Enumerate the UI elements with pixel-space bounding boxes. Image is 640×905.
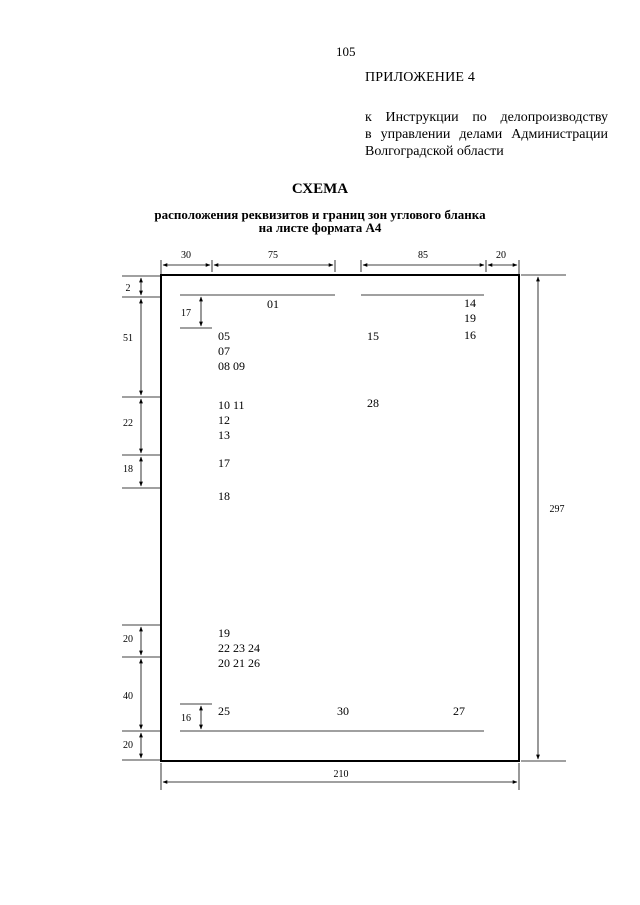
requisite-22-23-24: 22 23 24: [218, 641, 260, 655]
requisite-30: 30: [337, 704, 349, 718]
dim-left-22: 22: [123, 418, 133, 429]
requisite-27: 27: [453, 704, 465, 718]
dim-top-85: 85: [418, 250, 428, 261]
appendix-title: ПРИЛОЖЕНИЕ 4: [365, 70, 476, 85]
requisite-05: 05: [218, 329, 230, 343]
requisite-19-top: 19: [464, 311, 476, 325]
requisite-12: 12: [218, 413, 230, 427]
scheme-subtitle-2: на листе формата А4: [258, 220, 382, 235]
dim-inner-16: 16: [181, 713, 191, 724]
dim-left-20a: 20: [123, 634, 133, 645]
requisite-15: 15: [367, 329, 379, 343]
scheme-title: СХЕМА: [291, 181, 349, 197]
requisite-28: 28: [367, 396, 379, 410]
requisite-13: 13: [218, 428, 230, 442]
dim-left-18: 18: [123, 464, 133, 475]
appendix-line-2: в управлении делами Администрации: [365, 127, 608, 142]
dim-bottom-210: 210: [333, 769, 349, 780]
requisite-codes: [218, 296, 476, 718]
dim-top-75: 75: [268, 250, 278, 261]
right-dimension: [521, 275, 566, 761]
appendix-line-1: к Инструкции по делопроизводству: [365, 110, 608, 125]
dim-left-20b: 20: [123, 740, 133, 751]
page-number: 105: [336, 44, 356, 59]
dim-right-297: 297: [549, 504, 565, 515]
dim-top-20: 20: [496, 250, 506, 261]
dim-inner-17: 17: [181, 308, 191, 319]
requisite-20-21-26: 20 21 26: [218, 656, 260, 670]
dim-left-40: 40: [123, 691, 133, 702]
requisite-17: 17: [218, 456, 230, 470]
requisite-07: 07: [218, 344, 230, 358]
requisite-08-09: 08 09: [218, 359, 245, 373]
dim-left-51: 51: [123, 333, 133, 344]
scheme-subtitle-1: расположения реквизитов и границ зон углового бланка: [154, 207, 486, 222]
requisite-25: 25: [218, 704, 230, 718]
sheet-border: [161, 275, 519, 761]
dim-left-2: 2: [125, 283, 131, 294]
requisite-14: 14: [464, 296, 476, 310]
top-dimensions: [161, 260, 519, 274]
requisite-16: 16: [464, 328, 476, 342]
requisite-10-11: 10 11: [218, 398, 245, 412]
appendix-line-3: Волгоградской области: [365, 144, 504, 159]
dim-top-30: 30: [181, 250, 191, 261]
requisite-01: 01: [267, 297, 279, 311]
requisite-19-bottom: 19: [218, 626, 230, 640]
left-dimensions: [122, 276, 160, 760]
requisite-18: 18: [218, 489, 230, 503]
